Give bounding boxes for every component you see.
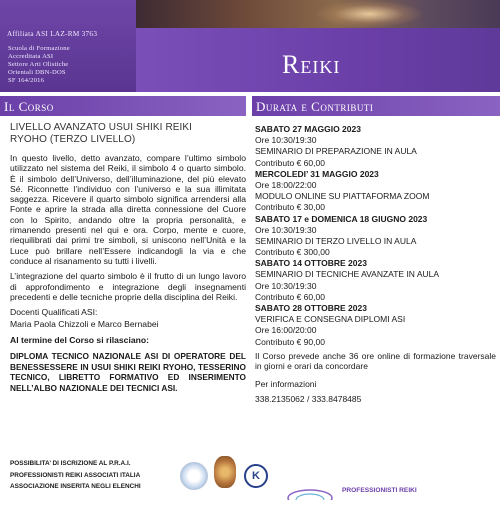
course-paragraph: In questo livello, detto avanzato, compare l’ultimo simbolo utilizzato nel sistema del Reiki, il simbolo 4 o quarto simbolo. È il simbolo dell’Universo, dell’illuminazione, del più elevato Sé. Riconnette l’individuo con l’universo e la sua illimitata saggezza. Ricevere il quarto simbolo significa arrendersi alla Fonte e aprire la strada alla diretta connessione del Cuore con lo Spirito, andando oltre la propria personalità, e rimanendo presenti nel qui e ora. Corpo, mente e cuore, riequilibrati dai primi tre simboli, si uniscono nell’Unità e la Luce può brillare nell’Essere indicandogli la via e che conduce al risanamento su tutti i livelli. — [10, 153, 246, 266]
school-line: Scuola di Formazione — [8, 45, 70, 52]
prai-banner-label: PROFESSIONISTI REIKI — [342, 487, 417, 494]
schedule-desc: SEMINARIO DI PREPARAZIONE IN AULA — [255, 146, 417, 157]
schedule-fee: Contributo € 60,00 — [255, 157, 325, 168]
schedule-hours: Ore 10:30/19:30 — [255, 280, 317, 291]
schedule-date: SABATO 17 e DOMENICA 18 GIUGNO 2023 — [255, 213, 428, 224]
schedule-hours: Ore 10:30/19:30 — [255, 224, 317, 235]
schedule-date: MERCOLEDI’ 31 MAGGIO 2023 — [255, 168, 379, 179]
seal-logo — [214, 456, 236, 488]
teachers-label: Docenti Qualificati ASI: — [10, 307, 98, 318]
contacts-label: Per informazioni — [255, 378, 317, 389]
schedule-desc: SEMINARIO DI TECNICHE AVANZATE IN AULA — [255, 269, 440, 280]
affiliation-text: Affiliata ASI LAZ-RM 3763 — [7, 30, 98, 38]
prai-line: PROFESSIONISTI REIKI ASSOCIATI ITALIA — [10, 471, 141, 479]
teachers-names: Maria Paola Chizzoli e Marco Bernabei — [10, 319, 159, 330]
school-line: Orientali DBN-DOS — [8, 69, 66, 76]
course-note: Il Corso prevede anche 36 ore online di formazione traversale in giorni e orari da concordare — [255, 350, 496, 371]
schedule-date: SABATO 28 OTTOBRE 2023 — [255, 303, 367, 313]
schedule-hours: Ore 16:00/20:00 — [255, 325, 317, 336]
schedule-desc: VERIFICA E CONSEGNA DIPLOMI ASI — [255, 314, 406, 325]
schedule-date: SABATO 27 MAGGIO 2023 — [255, 124, 361, 134]
schedule-fee: Contributo € 300,00 — [255, 247, 330, 258]
schedule-fee: Contributo € 90,00 — [255, 336, 325, 347]
schedule-hours: Ore 10:30/19:30 — [255, 135, 317, 146]
title-band — [136, 28, 500, 92]
diploma-text: DIPLOMA TECNICO NAZIONALE ASI DI OPERATORE DEL BENESSESSERE IN USUI SHIKI REIKI RYOHO, TESSERINO TECNICO, LIBRETTO FORMATIVO ED INSERIMENTO NELL’ALBO NAZIONALE DEI TECNICI ASI. — [10, 351, 246, 393]
course-paragraph: L’integrazione del quarto simbolo è il frutto di un lungo lavoro di approfondimento e integrazione degli insegnamenti precedenti e delle tecniche proprie della disciplina del Reiki. — [10, 271, 246, 302]
schedule — [255, 124, 496, 405]
k-logo-letter: K — [252, 470, 260, 482]
schedule-fee: Contributo € 60,00 — [255, 291, 325, 302]
schedule-date: SABATO 14 OTTOBRE 2023 — [255, 258, 367, 269]
school-info — [8, 45, 134, 85]
prai-note — [10, 458, 182, 493]
release-label: Al termine del Corso si rilasciano: — [10, 334, 149, 345]
contact-phones: 338.2135062 / 333.8478485 — [255, 393, 362, 404]
schedule-fee: Contributo € 30,00 — [255, 202, 325, 213]
header-photo — [136, 0, 500, 28]
section-title-duration: Durata e Contributi — [256, 99, 374, 114]
prai-banner — [286, 484, 500, 500]
prai-line: POSSIBILITA’ DI ISCRIZIONE AL P.R.A.I. — [10, 460, 131, 467]
course-heading-line: LIVELLO AVANZATO USUI SHIKI REIKI — [10, 122, 193, 133]
k-logo — [244, 464, 268, 488]
school-panel — [0, 0, 136, 92]
prai-logo-icon — [286, 484, 334, 500]
section-bar-course — [0, 96, 246, 116]
schedule-hours: Ore 18:00/22:00 — [255, 179, 317, 190]
section-title-course: Il Corso — [4, 99, 54, 114]
school-line: SF 164/2016 — [8, 77, 45, 84]
course-heading-line: RYOHO (TERZO LIVELLO) — [10, 134, 136, 145]
school-line: Settore Arti Olistiche — [8, 61, 69, 68]
school-line: Accreditata ASI — [8, 53, 54, 60]
association-logo — [180, 462, 208, 490]
schedule-desc: MODULO ONLINE SU PIATTAFORMA ZOOM — [255, 191, 430, 202]
course-heading — [10, 122, 246, 146]
page-title: Reiki — [282, 50, 341, 79]
prai-line: ASSOCIAZIONE INSERITA NEGLI ELENCHI — [10, 483, 141, 490]
section-bar-duration — [252, 96, 500, 116]
course-description — [6, 122, 246, 398]
schedule-desc: SEMINARIO DI TERZO LIVELLO IN AULA — [255, 235, 417, 246]
